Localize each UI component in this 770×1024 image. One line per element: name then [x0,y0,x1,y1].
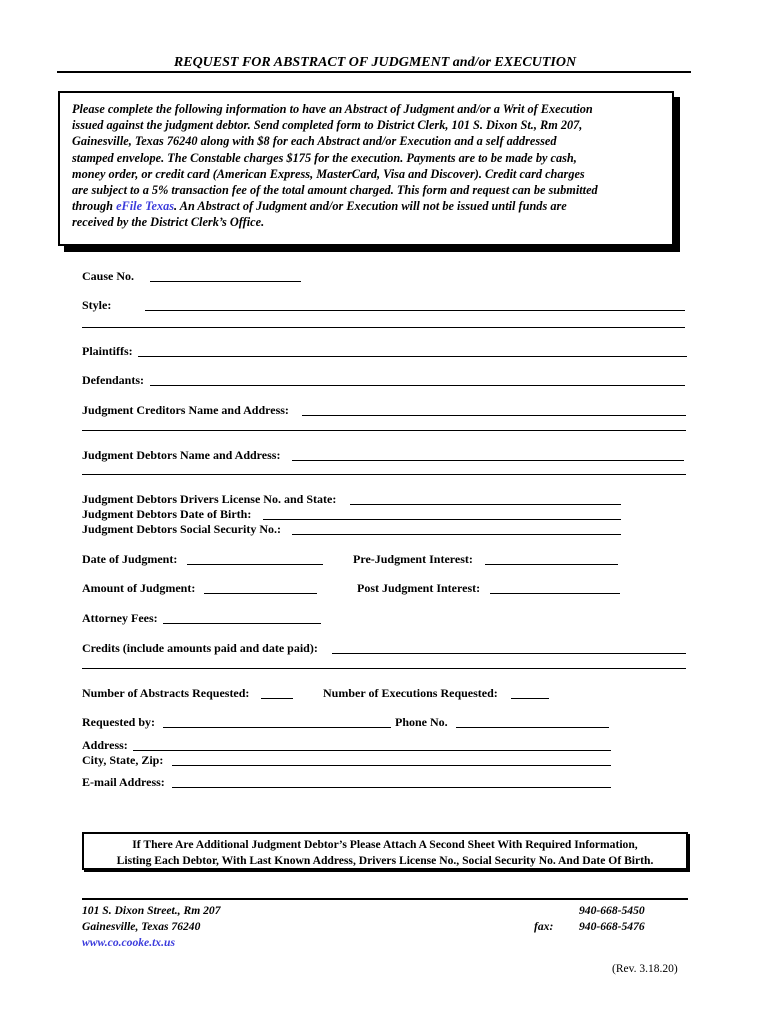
credits-label: Credits (include amounts paid and date paid): [82,641,318,655]
instructions-line: money order, or credit card (American Express, MasterCard, Visa and Discover). Credit card charges [72,166,585,181]
instructions-line: Please complete the following information to have an Abstract of Judgment and/or a Writ of Execution [72,102,593,116]
instructions-line: are subject to a 5% transaction fee of the total amount charged. This form and request can be submitted [72,183,598,198]
creditors-input-line2[interactable] [82,430,686,431]
instructions-line: received by the District Clerk’s Office. [72,215,265,230]
ssn-input[interactable] [292,523,621,535]
additional-debtors-note: If There Are Additional Judgment Debtor’s Please Attach A Second Sheet With Required Information, Listing Each Debtor, With Last Known Address, Drivers License No., Social Security No. And Date Of Birth. [82,832,688,870]
ssn-label: Judgment Debtors Social Security No.: [82,522,281,536]
defendants-input[interactable] [150,374,685,386]
amount-input[interactable] [204,582,317,594]
post-interest-input[interactable] [490,582,620,594]
phone-label: Phone No. [395,715,448,729]
credits-input[interactable] [332,642,686,654]
email-label: E-mail Address: [82,775,165,789]
plaintiffs-label: Plaintiffs: [82,344,133,358]
instructions-line: Gainesville, Texas 76240 along with $8 for each Abstract and/or Execution and a self addressed [72,134,557,149]
style-input-line2[interactable] [82,327,685,328]
footer-fax-label: fax: [534,920,554,933]
requested-by-input[interactable] [163,716,391,728]
instructions-line: issued against the judgment debtor. Send completed form to District Clerk, 101 S. Dixon St., Rm 207, [72,118,583,133]
date-of-judgment-label: Date of Judgment: [82,552,178,566]
dob-label: Judgment Debtors Date of Birth: [82,507,252,521]
footer-fax: 940-668-5476 [579,920,645,933]
debtors-label: Judgment Debtors Name and Address: [82,448,281,462]
footer-website-link[interactable]: www.co.cooke.tx.us [82,936,175,949]
pre-interest-label: Pre-Judgment Interest: [353,552,473,566]
debtors-input[interactable] [292,449,684,461]
city-state-zip-input[interactable] [172,754,611,766]
footer-address [82,903,221,951]
style-input[interactable] [145,299,685,311]
instructions-line: stamped envelope. The Constable charges $175 for the execution. Payments are to be made by cash, [72,150,577,165]
footer-phone: 940-668-5450 [579,904,645,917]
pre-interest-input[interactable] [485,553,618,565]
dl-label: Judgment Debtors Drivers License No. and State: [82,492,337,506]
instructions-box [58,91,674,246]
plaintiffs-input[interactable] [138,345,687,357]
phone-input[interactable] [456,716,609,728]
dob-input[interactable] [263,508,621,520]
efile-texas-link[interactable]: eFile Texas [116,199,175,214]
requested-by-label: Requested by: [82,715,156,729]
cause-no-label: Cause No. [82,269,135,283]
date-of-judgment-input[interactable] [187,553,323,565]
debtors-input-line2[interactable] [82,474,686,475]
creditors-label: Judgment Creditors Name and Address: [82,403,289,417]
page-title: REQUEST FOR ABSTRACT OF JUDGMENT and/or EXECUTION [173,55,577,70]
footer-city: Gainesville, Texas 76240 [82,920,201,933]
email-input[interactable] [172,776,611,788]
post-interest-label: Post Judgment Interest: [357,581,481,595]
footer-rule [82,898,688,900]
num-abstracts-input[interactable] [261,687,293,699]
cause-no-field [82,269,134,284]
num-abstracts-label: Number of Abstracts Requested: [82,686,250,700]
city-state-zip-label: City, State, Zip: [82,753,164,767]
defendants-label: Defendants: [82,373,144,387]
title-rule [57,71,691,73]
dl-input[interactable] [350,493,621,505]
address-label: Address: [82,738,128,752]
address-input[interactable] [133,739,611,751]
revision-label: (Rev. 3.18.20) [612,963,678,975]
style-label: Style: [82,298,112,312]
attorney-fees-label: Attorney Fees: [82,611,158,625]
footer-street: 101 S. Dixon Street., Rm 207 [82,904,221,917]
cause-no-input[interactable] [150,270,301,282]
credits-input-line2[interactable] [82,668,686,669]
creditors-input[interactable] [302,404,686,416]
num-executions-input[interactable] [511,687,549,699]
num-executions-label: Number of Executions Requested: [323,686,498,700]
attorney-fees-input[interactable] [163,612,321,624]
amount-label: Amount of Judgment: [82,581,196,595]
instructions-line: through eFile Texas. An Abstract of Judgment and/or Execution will not be issued until funds are [72,199,567,214]
